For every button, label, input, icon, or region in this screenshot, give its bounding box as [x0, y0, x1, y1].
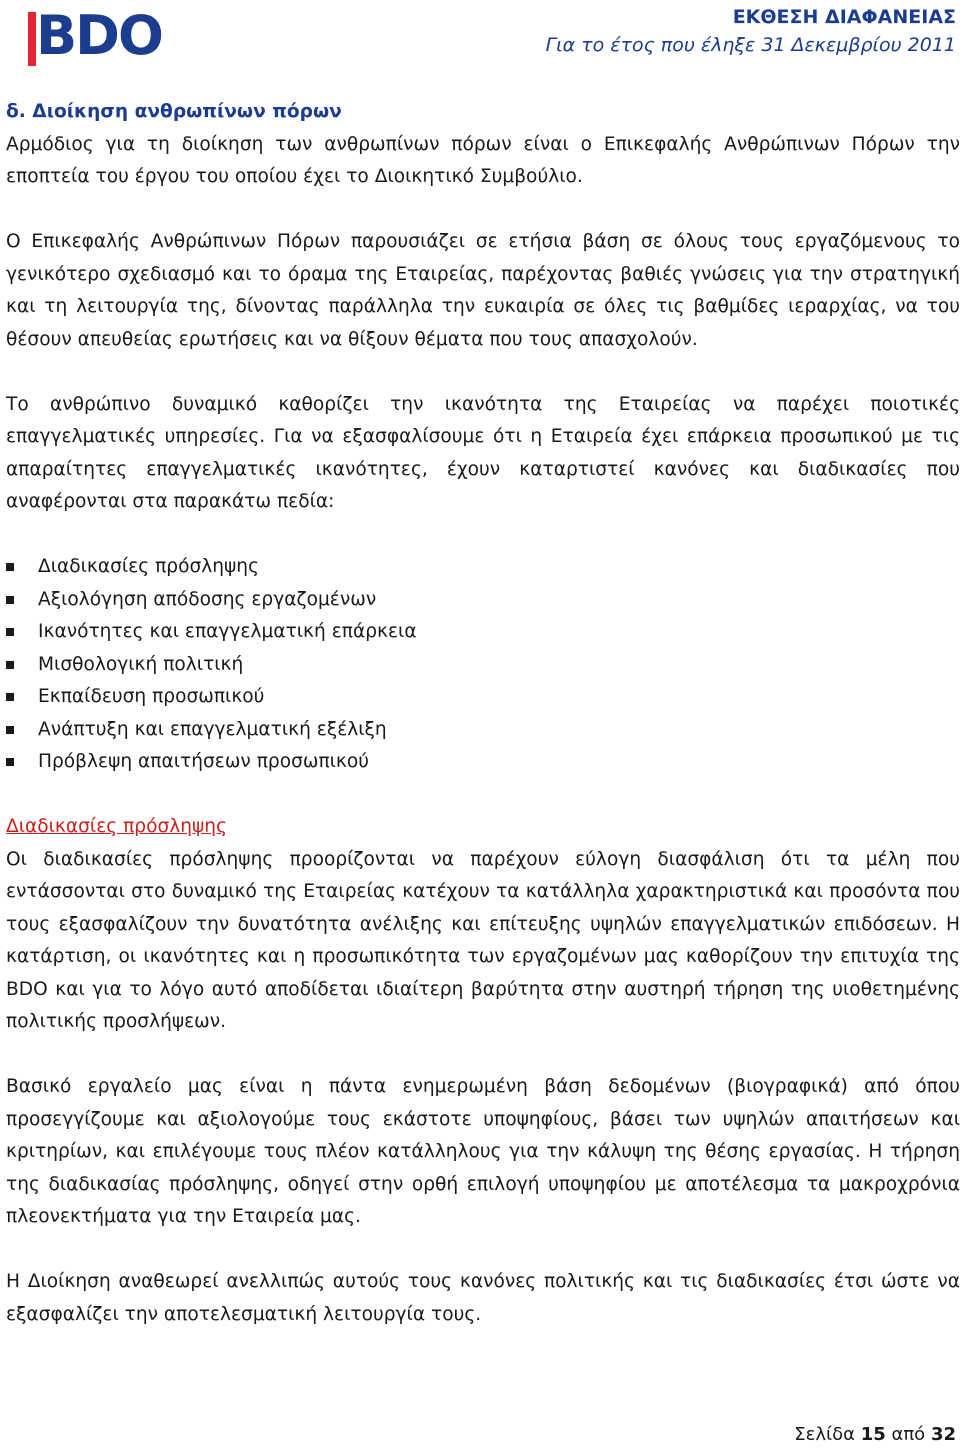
bullet-list	[6, 551, 960, 779]
report-title: ΕΚΘΕΣΗ ΔΙΑΦΑΝΕΙΑΣ	[732, 6, 956, 28]
document-body	[6, 96, 960, 1331]
page-header	[0, 0, 960, 72]
square-bullet-icon	[6, 693, 14, 701]
report-period: Για το έτος που έληξε 31 Δεκεμβρίου 2011	[545, 34, 956, 56]
page-total: 32	[930, 1424, 956, 1445]
paragraph-4: Οι διαδικασίες πρόσληψης προορίζονται να παρέχουν εύλογη διασφάλιση ότι τα μέλη που εντάσσονται στο δυναμικό της Εταιρείας κατέχουν τα κατάλληλα χαρακτηριστικά και προσόντα που τους εξασφαλίζουν την δυνατότητα ανέλιξης και επίτευξης υψηλών επαγγελματικών επιδόσεων. Η κατάρτιση, οι ικανότητες και η προσωπικότητα των εργαζομένων μας καθορίζουν την επιτυχία της BDO και για το λόγο αυτό αποδίδεται ιδιαίτερη βαρύτητα στην αυστηρή τήρηση της υιοθετημένης πολιτικής προσλήψεων.	[6, 848, 960, 1032]
bdo-logo	[14, 4, 182, 68]
page-label: Σελίδα	[794, 1424, 855, 1445]
square-bullet-icon	[6, 726, 14, 734]
of-label: από	[891, 1424, 926, 1445]
paragraph-1: Αρμόδιος για τη διοίκηση των ανθρωπίνων πόρων είναι ο Επικεφαλής Ανθρώπινων Πόρων την εποπτεία του έργου του οποίου έχει το Διοικητικό Συμβούλιο.	[6, 133, 960, 187]
section-title: δ. Διοίκηση ανθρωπίνων πόρων	[6, 101, 342, 122]
logo-text: BDO	[36, 4, 162, 67]
list-item: Πρόβλεψη απαιτήσεων προσωπικού	[6, 746, 960, 779]
list-item: Αξιολόγηση απόδοσης εργαζομένων	[6, 584, 960, 617]
list-item: Εκπαίδευση προσωπικού	[6, 681, 960, 714]
list-item: Ικανότητες και επαγγελματική επάρκεια	[6, 616, 960, 649]
subheading-recruitment: Διαδικασίες πρόσληψης	[6, 816, 228, 837]
list-item: Διαδικασίες πρόσληψης	[6, 551, 960, 584]
list-item: Ανάπτυξη και επαγγελματική εξέλιξη	[6, 714, 960, 747]
square-bullet-icon	[6, 563, 14, 571]
paragraph-5: Βασικό εργαλείο μας είναι η πάντα ενημερωμένη βάση δεδομένων (βιογραφικά) από όπου προσεγγίζουμε και αξιολογούμε τους εκάστοτε υποψηφίους, βάσει των υψηλών απαιτήσεων και κριτηρίων, και επιλέγουμε τους πλέον κατάλληλους για την κάλυψη της θέσης εργασίας. Η τήρηση της διαδικασίας πρόσληψης, οδηγεί στην ορθή επιλογή υποψηφίου με αποτέλεσμα τα μακροχρόνια πλεονεκτήματα για την Εταιρεία μας.	[6, 1076, 960, 1227]
page-number: 15	[860, 1424, 886, 1445]
square-bullet-icon	[6, 758, 14, 766]
paragraph-3: Το ανθρώπινο δυναμικό καθορίζει την ικανότητα της Εταιρείας να παρέχει ποιοτικές επαγγελματικές υπηρεσίες. Για να εξασφαλίσουμε ότι η Εταιρεία έχει επάρκεια προσωπικού με τις απαραίτητες επαγγελματικές ικανότητες, έχουν καταρτιστεί κανόνες και διαδικασίες που αναφέρονται στα παρακάτω πεδία:	[6, 393, 960, 512]
paragraph-2: Ο Επικεφαλής Ανθρώπινων Πόρων παρουσιάζει σε ετήσια βάση σε όλους τους εργαζόμενους το γενικότερο σχεδιασμό και το όραμα της Εταιρείας, παρέχοντας βαθιές γνώσεις για την στρατηγική και τη λειτουργία της, δίνοντας παράλληλα την ευκαιρία σε όλες τις βαθμίδες ιεραρχίας, να του θέσουν απευθείας ερωτήσεις και να θίξουν θέματα που τους απασχολούν.	[6, 231, 960, 350]
page-footer	[794, 1424, 956, 1445]
list-item: Μισθολογική πολιτική	[6, 649, 960, 682]
paragraph-6: Η Διοίκηση αναθεωρεί ανελλιπώς αυτούς τους κανόνες πολιτικής και τις διαδικασίες έτσι ώστε να εξασφαλίζει την αποτελεσματική λειτουργία τους.	[6, 1271, 960, 1325]
logo-accent-bar	[28, 12, 36, 66]
square-bullet-icon	[6, 596, 14, 604]
square-bullet-icon	[6, 628, 14, 636]
square-bullet-icon	[6, 661, 14, 669]
